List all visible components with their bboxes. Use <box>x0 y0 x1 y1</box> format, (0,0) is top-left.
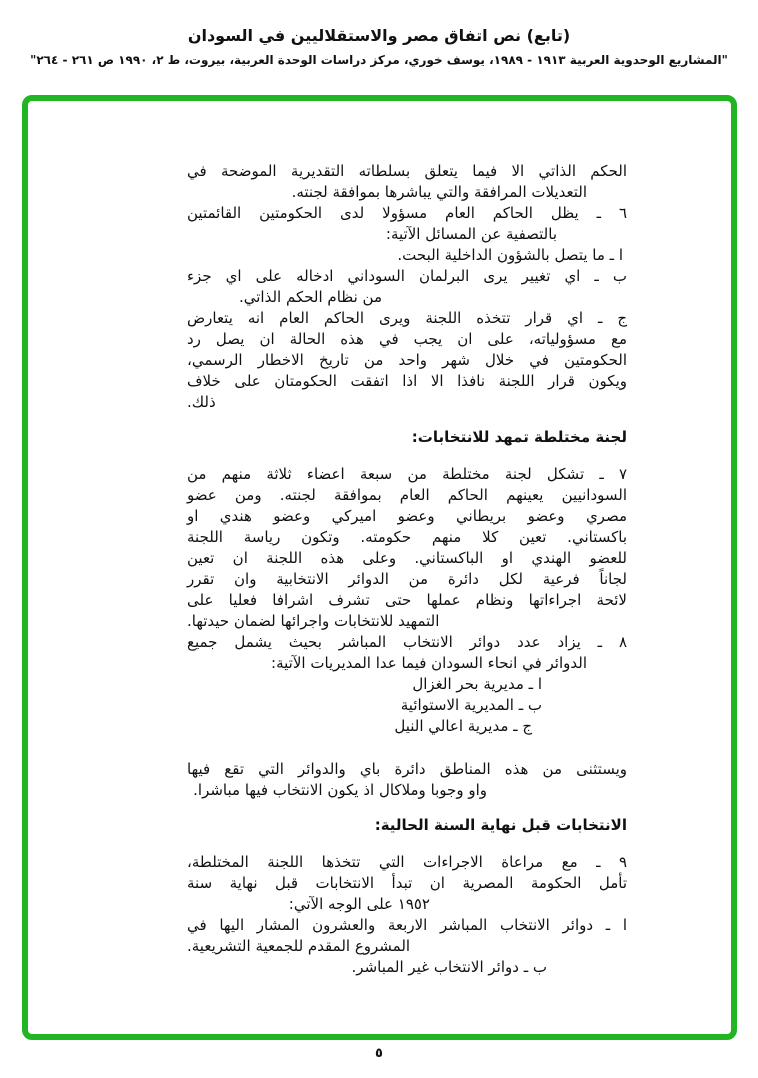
page-header <box>0 0 758 70</box>
page-number: ٥ <box>375 1046 383 1061</box>
text-line: التعديلات المرافقة والتي يباشرها بموافقة لجنته. <box>291 183 587 201</box>
text-line: الانتخابات قبل نهاية السنة الحالية: <box>374 816 627 834</box>
text-line: التمهيد للانتخابات واجرائها لضمان حيدتها. <box>187 612 440 630</box>
section-heading <box>187 815 627 836</box>
text-line: لائحة اجراءاتها ونظام عملها حتى تشرف اشرافا فعليا على <box>187 591 627 609</box>
paragraph <box>187 852 627 915</box>
section-heading <box>187 427 627 448</box>
text-line: الحكم الذاتي الا فيما يتعلق بسلطاته التقديرية الموضحة في <box>187 162 627 180</box>
text-line: ٦ ـ يظل الحاكم العام مسؤولا لدى الحكومتين القائمتين <box>187 204 627 222</box>
text-line: ١٩٥٢ على الوجه الآتي: <box>288 895 430 913</box>
text-line: ب ـ المديرية الاستوائية <box>400 696 542 714</box>
text-line: بالتصفية عن المسائل الآتية: <box>385 225 557 243</box>
text-line: ويستثنى من هذه المناطق دائرة باي والدوائر التي تقع فيها <box>187 760 627 778</box>
text-line: لجاناً فرعية لكل دائرة من الدوائر الانتخابية وان تقرر <box>187 570 627 588</box>
paragraph <box>187 245 627 266</box>
text-line: ب ـ اي تغيير يرى البرلمان السوداني ادخاله على اي جزء <box>187 267 627 285</box>
text-line: ا ـ مديرية بحر الغزال <box>412 675 542 693</box>
text-line: للعضو الهندي او الباكستاني. وعلى هذه اللجنة ان تعين <box>187 549 627 567</box>
text-line: ويكون قرار اللجنة نافذا الا اذا اتفقت الحكومتان على خلاف <box>187 372 627 390</box>
paragraph <box>187 716 627 737</box>
text-line: باكستاني. تعين كلا منهم حكومته. وتكون رياسة اللجنة <box>187 528 627 546</box>
paragraph <box>187 915 627 957</box>
text-line: مصري وعضو بريطاني وعضو اميركي وعضو هندي او <box>187 507 627 525</box>
paragraph <box>187 759 627 801</box>
text-line: الدوائر في انحاء السودان فيما عدا المديريات الآتية: <box>271 654 587 672</box>
document-source-citation: "المشاريع الوحدوية العربية ١٩١٣ - ١٩٨٩، يوسف خوري، مركز دراسات الوحدة العربية، بيروت، ط ٢، ١٩٩٠ ص ٢٦١ - ٢٦٤" <box>30 53 728 67</box>
paragraph <box>187 203 627 245</box>
document-title: (تابع) نص اتفاق مصر والاستقلاليين في السودان <box>187 26 571 45</box>
text-line: المشروع المقدم للجمعية التشريعية. <box>187 937 411 955</box>
text-line: واو وجوبا وملاكال اذ يكون الانتخاب فيها مباشرا. <box>193 781 487 799</box>
text-line: ٨ ـ يزاد عدد دوائر الانتخاب المباشر بحيث يشمل جميع <box>187 633 627 651</box>
green-border-frame <box>22 95 737 1040</box>
paragraph <box>187 266 627 308</box>
paragraph <box>187 308 627 413</box>
text-line: مع مسؤولياته، على ان يجب في هذه الحالة ان يصل رد <box>187 330 627 348</box>
paragraph <box>187 674 627 695</box>
text-line: ج ـ مديرية اعالي النيل <box>394 717 532 735</box>
text-line: لجنة مختلطة تمهد للانتخابات: <box>411 428 627 446</box>
text-line: ج ـ اي قرار تتخذه اللجنة ويرى الحاكم العام انه يتعارض <box>187 309 627 327</box>
document-body <box>187 161 627 978</box>
text-line: ب ـ دوائر الانتخاب غير المباشر. <box>351 958 547 976</box>
text-line: ذلك. <box>187 393 216 411</box>
text-line: ا ـ دوائر الانتخاب المباشر الاربعة والعشرون المشار اليها في <box>187 916 627 934</box>
paragraph <box>187 464 627 632</box>
text-line: السودانيين يعينهم الحاكم العام بموافقة لجنته. ومن عضو <box>187 486 627 504</box>
paragraph <box>187 632 627 674</box>
text-line: ا ـ ما يتصل بالشؤون الداخلية البحت. <box>397 246 623 264</box>
paragraph <box>187 695 627 716</box>
paragraph <box>187 161 627 203</box>
text-line: ٧ ـ تشكل لجنة مختلطة من سبعة اعضاء ثلاثة منهم من <box>187 465 627 483</box>
text-line: الحكومتين في خلال شهر واحد من تاريخ الاخطار الرسمي، <box>187 351 627 369</box>
text-line: ٩ ـ مع مراعاة الاجراءات التي تتخذها اللجنة المختلطة، <box>187 853 627 871</box>
text-line: من نظام الحكم الذاتي. <box>238 288 382 306</box>
text-line: تأمل الحكومة المصرية ان تبدأ الانتخابات قبل نهاية سنة <box>187 874 627 892</box>
paragraph <box>187 957 627 978</box>
